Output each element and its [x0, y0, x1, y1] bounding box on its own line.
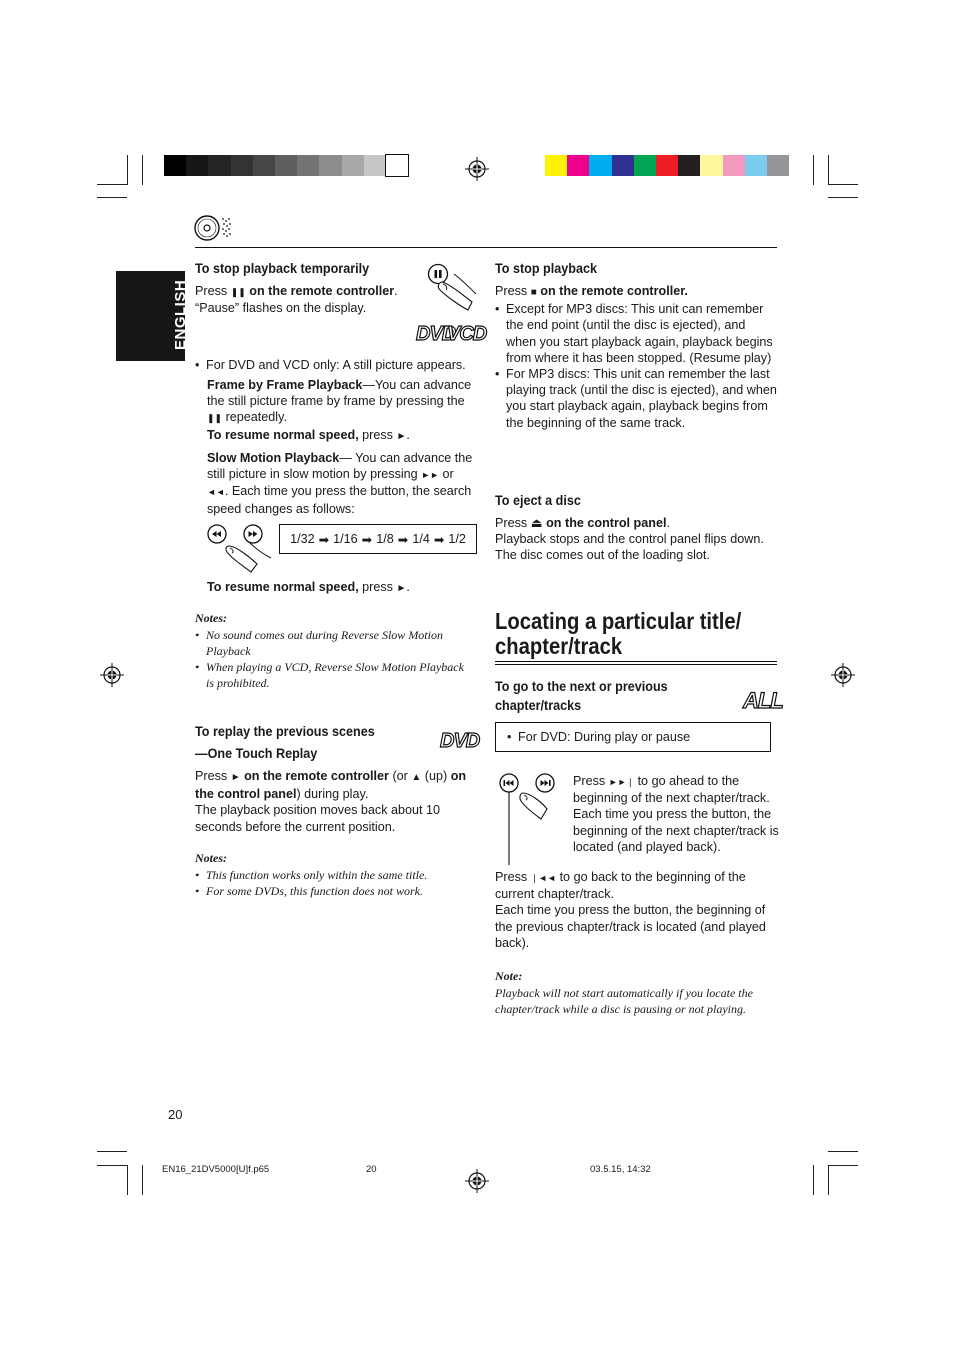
color-swatch	[253, 155, 275, 176]
notes-block	[195, 611, 470, 691]
frame-by-frame-text: Frame by Frame Playback—You can advance the still picture frame by frame by pressing the ❚❚ repeatedly. To resume normal speed, press ►.	[207, 378, 472, 442]
instruction: Press ❚❚ on the remote controller. “Pause” flashes on the display.	[195, 284, 398, 316]
crop-mark	[142, 155, 143, 185]
still-picture-bullet: • For DVD and VCD only: A still picture appears.	[195, 357, 491, 373]
header-rule	[195, 247, 777, 248]
footer-page: 20	[366, 1164, 377, 1175]
color-swatch	[612, 155, 634, 176]
next-chapter-text: Press ►►❘ to go ahead to the beginning of the next chapter/track. Each time you press the button, the beginning of the next chapter/track is located (and played back).	[573, 774, 779, 854]
condition-box	[495, 722, 771, 752]
registration-mark-icon	[831, 663, 855, 687]
speed-value: 1/4	[412, 532, 430, 546]
color-swatch	[275, 155, 297, 176]
color-swatch	[386, 155, 408, 176]
pause-symbol: ❚❚	[230, 287, 246, 297]
eject-section	[495, 492, 779, 564]
crop-mark	[828, 184, 858, 185]
slow-motion-text: Slow Motion Playback— You can advance the still picture in slow motion by pressing ►► or ◄◄. Each time you press the button, the search speed changes as follows:	[207, 451, 473, 516]
color-swatch	[567, 155, 589, 176]
stop-playback-section	[495, 260, 779, 431]
bullet-item: • For MP3 discs: This unit can remember the last playing track (until the disc is ejected), and when you start playback again, playback begins from the beginning of the same track.	[495, 366, 779, 431]
color-swatch	[656, 155, 678, 176]
color-swatch	[231, 155, 253, 176]
color-swatch	[678, 155, 700, 176]
resume-text: To resume normal speed, press ►.	[207, 580, 410, 594]
crop-mark	[828, 1165, 829, 1195]
crop-mark	[828, 197, 858, 198]
note-item: • This function works only within the same title.	[195, 867, 470, 883]
crop-mark	[828, 1165, 858, 1166]
page-number: 20	[168, 1107, 183, 1122]
one-touch-replay-section	[195, 723, 480, 835]
instruction: Press ■ on the remote controller.	[495, 284, 688, 298]
note-item: • When playing a VCD, Reverse Slow Motion Playback is prohibited.	[195, 659, 470, 691]
locate-subheading: To go to the next or previous chapter/tracks	[495, 678, 668, 713]
crop-mark	[142, 1165, 143, 1195]
registration-mark-icon	[100, 663, 124, 687]
condition-bullet: • For DVD: During play or pause	[507, 729, 690, 745]
crop-mark	[127, 155, 128, 185]
notes-title: Notes:	[195, 851, 227, 865]
search-buttons-icon	[205, 522, 273, 574]
pause-button-icon	[424, 262, 478, 314]
speed-value: 1/16	[333, 532, 358, 546]
arrow-icon: ➡	[433, 532, 445, 547]
registration-mark-icon	[465, 157, 489, 181]
color-swatch	[164, 155, 186, 176]
note-title: Note:	[495, 969, 523, 983]
arrow-icon: ➡	[318, 532, 330, 547]
note-item: • No sound comes out during Reverse Slow Motion Playback	[195, 627, 470, 659]
disc-icon	[193, 213, 237, 243]
crop-mark	[97, 1165, 127, 1166]
bullet-item: • Except for MP3 discs: This unit can remember the end point (until the disc is ejected), and when you start playback again, playback begins from where it has been stopped. (Resume play)	[495, 301, 779, 366]
prev-chapter-text: Press ❘◄◄ to go back to the beginning of the current chapter/track. Each time you press the button, the beginning of the previous chapter/track is located (and played back).	[495, 870, 766, 950]
crop-mark	[97, 184, 127, 185]
color-swatch	[634, 155, 656, 176]
speed-value: 1/8	[376, 532, 394, 546]
speed-box	[279, 524, 477, 554]
section-heading: To eject a disc	[495, 492, 581, 508]
footer-filename: EN16_21DV5000[U]f.p65	[162, 1164, 270, 1175]
color-swatch	[364, 155, 386, 176]
note-block	[495, 969, 779, 1017]
section-heading: —One Touch Replay	[195, 745, 318, 761]
arrow-icon: ➡	[397, 532, 409, 547]
color-swatch	[342, 155, 364, 176]
instruction: Press ⏏ on the control panel. Playback stops and the control panel flips down. The disc comes out of the loading slot.	[495, 516, 764, 563]
section-heading: To replay the previous scenes	[195, 723, 375, 739]
color-swatch	[297, 155, 319, 176]
speed-value: 1/32	[290, 532, 315, 546]
footer-date: 03.5.15, 14:32	[590, 1164, 651, 1175]
arrow-icon: ➡	[361, 532, 373, 547]
language-tab-label: ENGLISH	[172, 279, 189, 350]
section-heading: To stop playback temporarily	[195, 260, 370, 276]
color-swatch	[545, 155, 567, 176]
title-rule	[495, 661, 777, 662]
instruction: Press ► on the remote controller (or ▲ (up) on the control panel) during play. The playback position moves back about 10 seconds before the current position.	[195, 769, 467, 834]
crop-mark	[828, 155, 829, 185]
color-swatch	[589, 155, 611, 176]
crop-mark	[828, 1151, 858, 1152]
crop-mark	[127, 1165, 128, 1195]
notes-title: Notes:	[195, 611, 227, 625]
color-swatch	[767, 155, 789, 176]
section-heading: To stop playback	[495, 260, 597, 276]
crop-mark	[97, 1151, 127, 1152]
crop-mark	[97, 197, 127, 198]
skip-buttons-icon	[497, 771, 569, 867]
dvd-badge: DVD	[416, 323, 456, 345]
color-swatch	[186, 155, 208, 176]
notes-block	[195, 851, 470, 899]
color-swatch	[745, 155, 767, 176]
dvd-badge: DVD	[440, 730, 480, 752]
crop-mark	[813, 155, 814, 185]
note-item: Playback will not start automatically if you locate the chapter/track while a disc is pausing or not playing.	[495, 986, 753, 1016]
note-item: • For some DVDs, this function does not work.	[195, 883, 470, 899]
registration-mark-icon	[465, 1169, 489, 1193]
color-swatch	[208, 155, 230, 176]
page-title: Locating a particular title/ chapter/track	[495, 608, 742, 659]
all-badge: ALL	[743, 688, 783, 713]
color-swatch	[723, 155, 745, 176]
color-swatch	[700, 155, 722, 176]
title-rule	[495, 664, 777, 665]
color-swatch	[319, 155, 341, 176]
crop-mark	[813, 1165, 814, 1195]
vcd-badge: VCD	[447, 323, 487, 345]
speed-value: 1/2	[448, 532, 466, 546]
